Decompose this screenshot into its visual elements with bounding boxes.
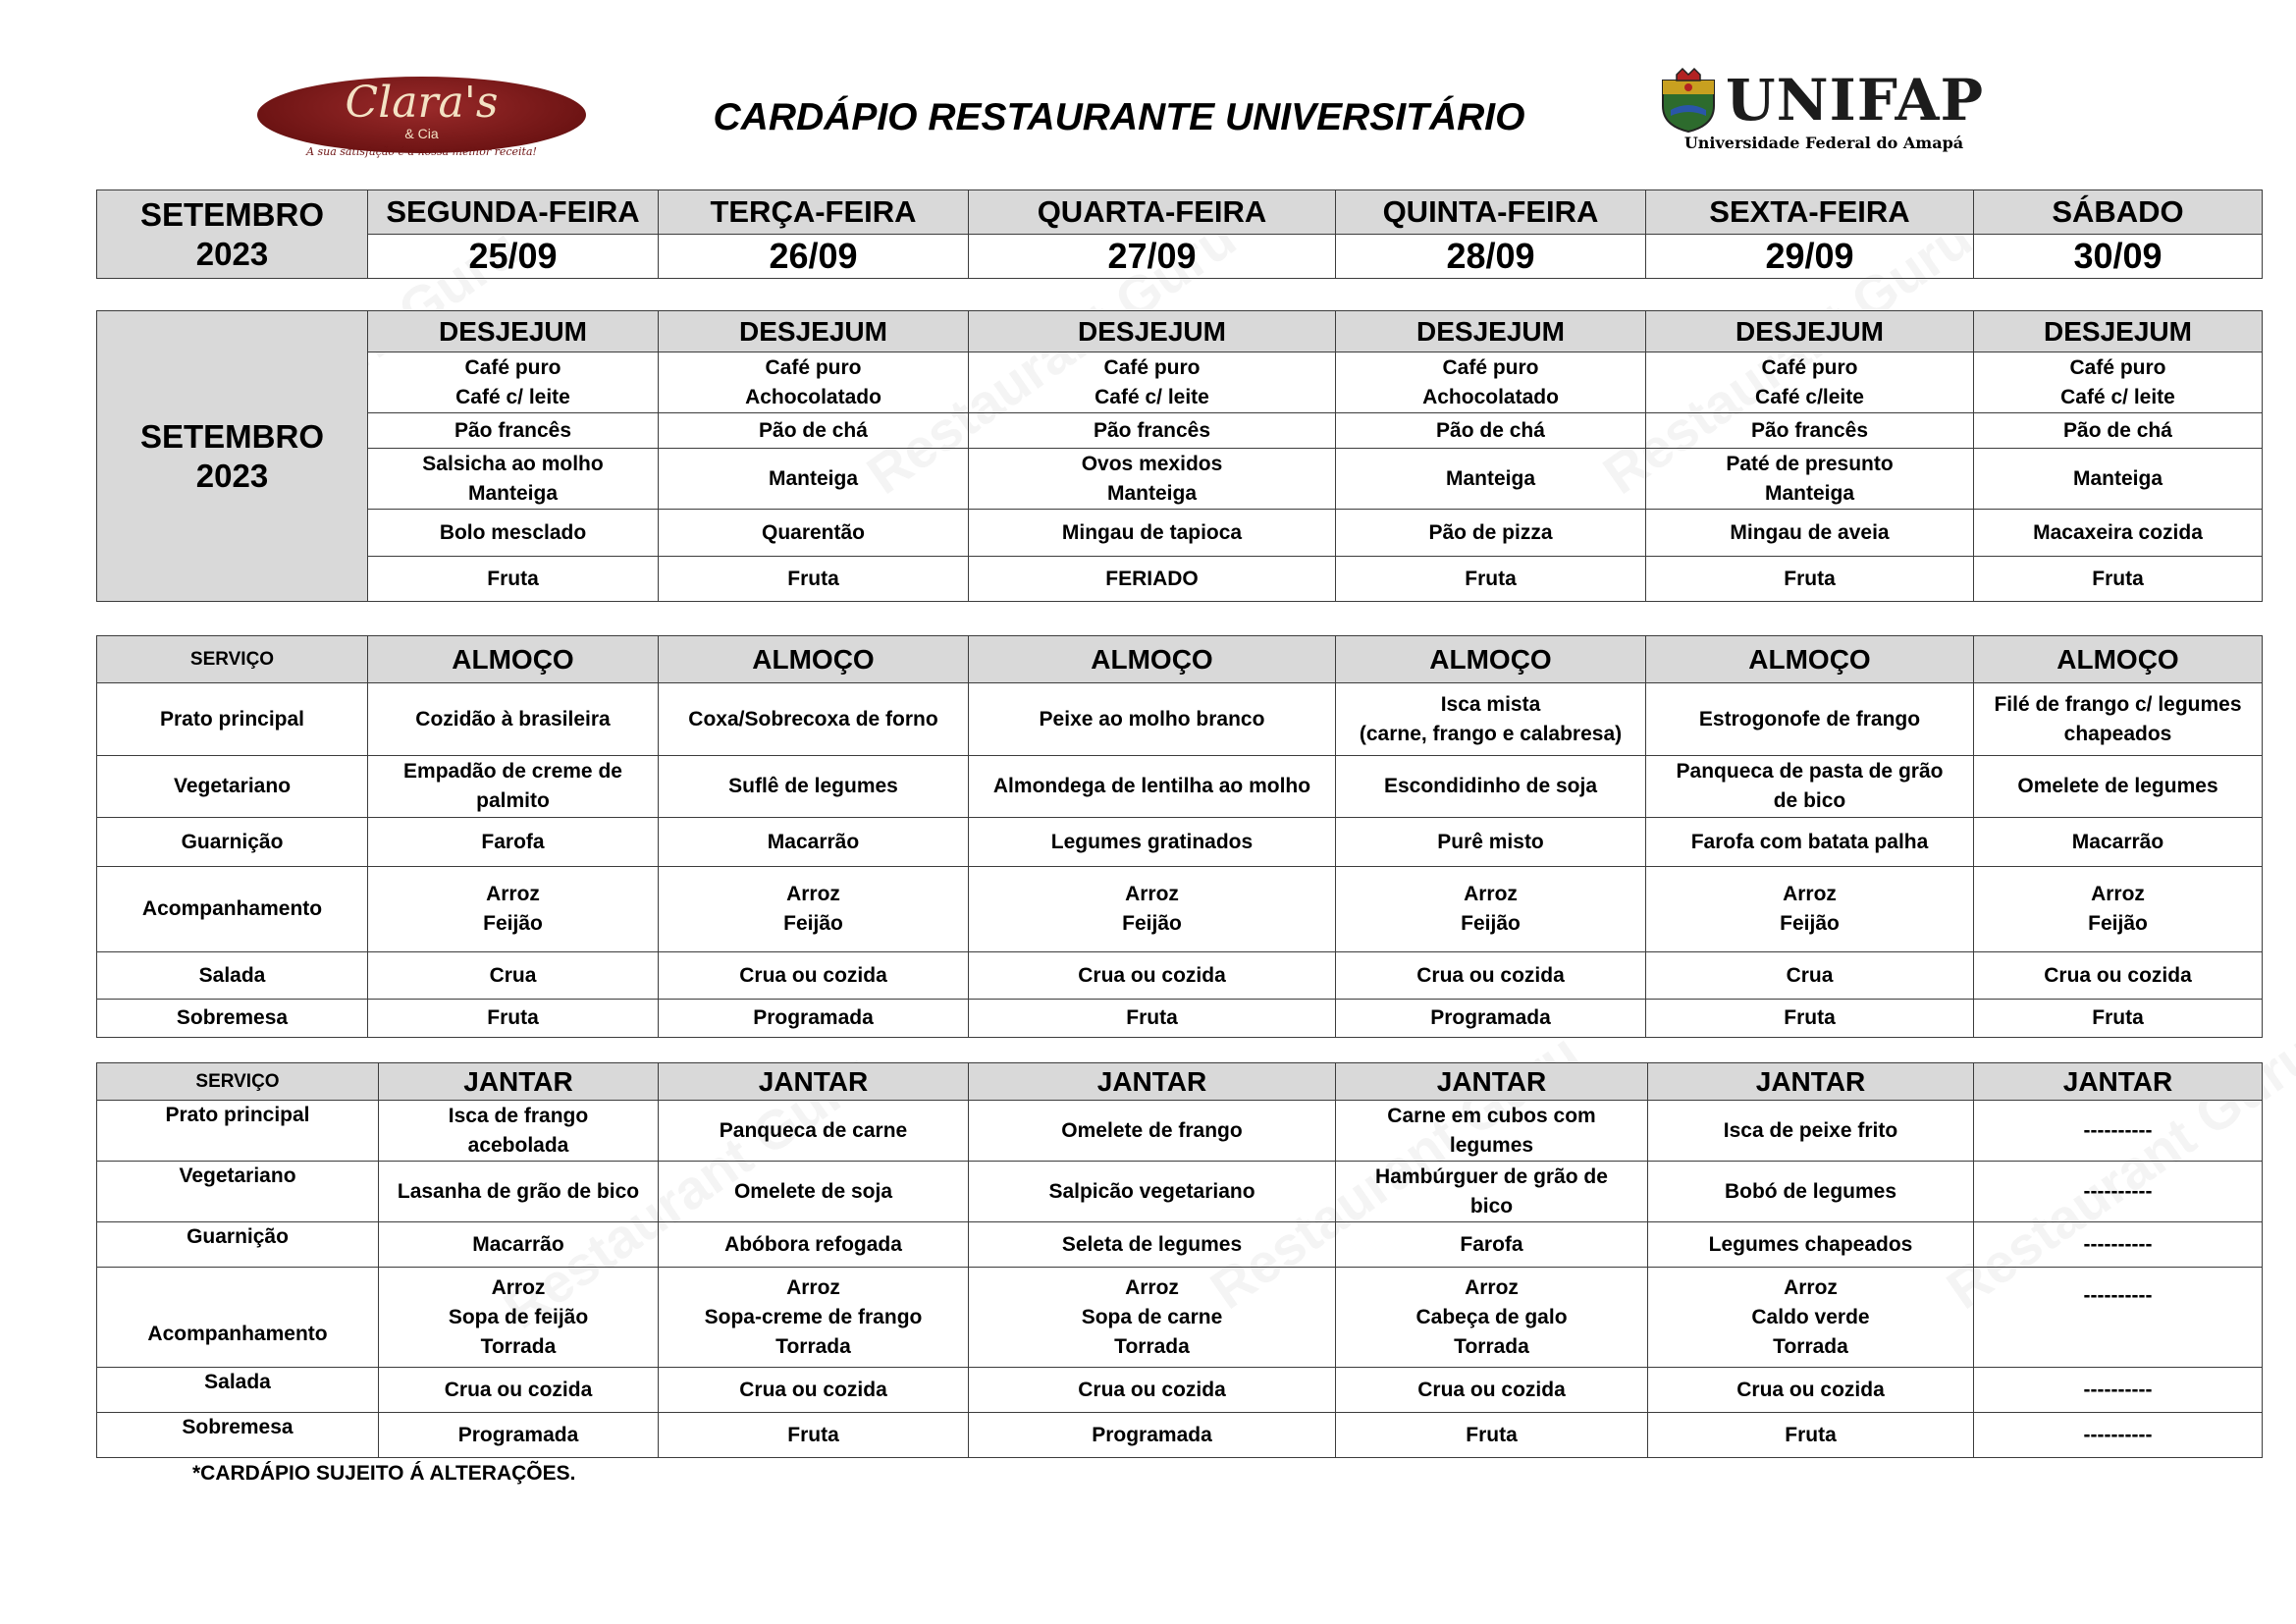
menu-cell: Macaxeira cozida bbox=[1974, 510, 2263, 557]
menu-cell: Empadão de creme de palmito bbox=[368, 756, 659, 818]
menu-cell: Arroz Sopa-creme de frango Torrada bbox=[659, 1268, 969, 1368]
menu-cell: Salpicão vegetariano bbox=[969, 1162, 1336, 1222]
weekday-header: SEGUNDA-FEIRA bbox=[368, 190, 659, 235]
menu-cell: Fruta bbox=[969, 1000, 1336, 1038]
meal-header: JANTAR bbox=[659, 1063, 969, 1101]
meal-header: JANTAR bbox=[1974, 1063, 2263, 1101]
date-cell: 25/09 bbox=[368, 235, 659, 279]
menu-cell: Macarrão bbox=[379, 1222, 659, 1268]
menu-cell: Pão de pizza bbox=[1336, 510, 1646, 557]
menu-cell: Café puro Café c/ leite bbox=[1974, 352, 2263, 413]
menu-cell: Programada bbox=[659, 1000, 969, 1038]
menu-cell: Panqueca de pasta de grão de bico bbox=[1646, 756, 1974, 818]
menu-cell: Fruta bbox=[368, 1000, 659, 1038]
weekday-header: QUARTA-FEIRA bbox=[969, 190, 1336, 235]
meal-header: JANTAR bbox=[379, 1063, 659, 1101]
menu-cell: Programada bbox=[379, 1413, 659, 1458]
menu-cell: Manteiga bbox=[659, 449, 969, 510]
unifap-logo-name: UNIFAP bbox=[1726, 67, 1985, 134]
meal-header: ALMOÇO bbox=[1646, 636, 1974, 683]
menu-cell: Arroz Feijão bbox=[1646, 867, 1974, 952]
menu-cell: ---------- bbox=[1974, 1368, 2263, 1413]
menu-cell: ---------- bbox=[1974, 1413, 2263, 1458]
menu-cell: Macarrão bbox=[659, 818, 969, 867]
menu-cell: Fruta bbox=[659, 1413, 969, 1458]
meal-header: DESJEJUM bbox=[1646, 311, 1974, 352]
breakfast-table bbox=[96, 310, 2263, 602]
row-label: Acompanhamento bbox=[97, 867, 368, 952]
dates-table bbox=[96, 189, 2263, 279]
menu-cell: Legumes gratinados bbox=[969, 818, 1336, 867]
menu-cell: Arroz Feijão bbox=[368, 867, 659, 952]
menu-cell: Peixe ao molho branco bbox=[969, 683, 1336, 756]
meal-header: DESJEJUM bbox=[659, 311, 969, 352]
weekday-header: TERÇA-FEIRA bbox=[659, 190, 969, 235]
menu-cell: Café puro Café c/ leite bbox=[969, 352, 1336, 413]
date-cell: 27/09 bbox=[969, 235, 1336, 279]
date-cell: 30/09 bbox=[1974, 235, 2263, 279]
menu-cell: Crua ou cozida bbox=[969, 1368, 1336, 1413]
menu-cell: Café puro Café c/leite bbox=[1646, 352, 1974, 413]
meal-header: ALMOÇO bbox=[368, 636, 659, 683]
menu-cell: Arroz Feijão bbox=[1974, 867, 2263, 952]
menu-cell: Crua bbox=[1646, 952, 1974, 1000]
menu-cell: Pão francês bbox=[969, 413, 1336, 449]
menu-cell: Abóbora refogada bbox=[659, 1222, 969, 1268]
menu-cell: Isca mista (carne, frango e calabresa) bbox=[1336, 683, 1646, 756]
menu-cell: ---------- bbox=[1974, 1101, 2263, 1162]
menu-cell: Farofa bbox=[1336, 1222, 1648, 1268]
menu-cell: Café puro Achocolatado bbox=[1336, 352, 1646, 413]
meal-header: DESJEJUM bbox=[969, 311, 1336, 352]
menu-cell: Ovos mexidos Manteiga bbox=[969, 449, 1336, 510]
row-label: Salada bbox=[97, 1368, 379, 1413]
menu-cell: Crua bbox=[368, 952, 659, 1000]
page-title: CARDÁPIO RESTAURANTE UNIVERSITÁRIO bbox=[713, 96, 1525, 138]
claras-logo-name: Clara's bbox=[345, 78, 499, 128]
menu-cell: Pão de chá bbox=[659, 413, 969, 449]
row-label: Guarnição bbox=[97, 1222, 379, 1268]
weekday-header: QUINTA-FEIRA bbox=[1336, 190, 1646, 235]
row-label: Prato principal bbox=[97, 683, 368, 756]
menu-cell: ---------- bbox=[1974, 1222, 2263, 1268]
menu-cell: Omelete de frango bbox=[969, 1101, 1336, 1162]
date-cell: 26/09 bbox=[659, 235, 969, 279]
menu-cell: Café puro Achocolatado bbox=[659, 352, 969, 413]
menu-cell: FERIADO bbox=[969, 557, 1336, 602]
menu-cell: Crua ou cozida bbox=[1648, 1368, 1974, 1413]
menu-cell: Legumes chapeados bbox=[1648, 1222, 1974, 1268]
menu-cell: Farofa com batata palha bbox=[1646, 818, 1974, 867]
menu-cell: ---------- bbox=[1974, 1162, 2263, 1222]
menu-cell: Carne em cubos com legumes bbox=[1336, 1101, 1648, 1162]
row-label: Vegetariano bbox=[97, 1162, 379, 1222]
row-label: Sobremesa bbox=[97, 1413, 379, 1458]
unifap-logo-sub: Universidade Federal do Amapá bbox=[1683, 134, 1964, 152]
menu-cell: Coxa/Sobrecoxa de forno bbox=[659, 683, 969, 756]
menu-cell: Purê misto bbox=[1336, 818, 1646, 867]
menu-cell: Fruta bbox=[1646, 557, 1974, 602]
menu-cell: Macarrão bbox=[1974, 818, 2263, 867]
menu-cell: Quarentão bbox=[659, 510, 969, 557]
menu-cell: Crua ou cozida bbox=[379, 1368, 659, 1413]
menu-cell: Omelete de soja bbox=[659, 1162, 969, 1222]
menu-cell: Bolo mesclado bbox=[368, 510, 659, 557]
menu-cell: Hambúrguer de grão de bico bbox=[1336, 1162, 1648, 1222]
meal-header: JANTAR bbox=[1648, 1063, 1974, 1101]
menu-cell: Fruta bbox=[1336, 557, 1646, 602]
menu-cell: Farofa bbox=[368, 818, 659, 867]
menu-cell: Fruta bbox=[1974, 557, 2263, 602]
meal-header: ALMOÇO bbox=[1974, 636, 2263, 683]
row-label: Sobremesa bbox=[97, 1000, 368, 1038]
breakfast-month-label: SETEMBRO 2023 bbox=[97, 311, 368, 602]
menu-cell: Pão de chá bbox=[1974, 413, 2263, 449]
weekday-header: SEXTA-FEIRA bbox=[1646, 190, 1974, 235]
menu-cell: Pão francês bbox=[1646, 413, 1974, 449]
menu-cell: Arroz Feijão bbox=[1336, 867, 1646, 952]
row-label: Guarnição bbox=[97, 818, 368, 867]
menu-cell: Omelete de legumes bbox=[1974, 756, 2263, 818]
lunch-table bbox=[96, 635, 2263, 1038]
menu-cell: Arroz Sopa de carne Torrada bbox=[969, 1268, 1336, 1368]
menu-cell: Crua ou cozida bbox=[1336, 1368, 1648, 1413]
menu-cell: Suflê de legumes bbox=[659, 756, 969, 818]
menu-cell: Paté de presunto Manteiga bbox=[1646, 449, 1974, 510]
menu-cell: ---------- bbox=[1974, 1268, 2263, 1368]
menu-cell: Pão de chá bbox=[1336, 413, 1646, 449]
menu-cell: Panqueca de carne bbox=[659, 1101, 969, 1162]
menu-cell: Programada bbox=[1336, 1000, 1646, 1038]
menu-cell: Crua ou cozida bbox=[1336, 952, 1646, 1000]
menu-cell: Mingau de tapioca bbox=[969, 510, 1336, 557]
row-label: Salada bbox=[97, 952, 368, 1000]
weekday-header: SÁBADO bbox=[1974, 190, 2263, 235]
menu-cell: Programada bbox=[969, 1413, 1336, 1458]
unifap-logo bbox=[1657, 61, 1991, 159]
menu-cell: Crua ou cozida bbox=[969, 952, 1336, 1000]
menu-cell: Cozidão à brasileira bbox=[368, 683, 659, 756]
meal-header: JANTAR bbox=[1336, 1063, 1648, 1101]
menu-cell: Almondega de lentilha ao molho bbox=[969, 756, 1336, 818]
menu-cell: Fruta bbox=[1974, 1000, 2263, 1038]
date-cell: 28/09 bbox=[1336, 235, 1646, 279]
menu-cell: Mingau de aveia bbox=[1646, 510, 1974, 557]
meal-header: ALMOÇO bbox=[969, 636, 1336, 683]
claras-logo-tagline: A sua satisfação é a nossa melhor receita! bbox=[306, 145, 537, 158]
menu-cell: Fruta bbox=[659, 557, 969, 602]
menu-cell: Fruta bbox=[368, 557, 659, 602]
menu-cell: Arroz Feijão bbox=[969, 867, 1336, 952]
menu-cell: Crua ou cozida bbox=[1974, 952, 2263, 1000]
menu-cell: Isca de peixe frito bbox=[1648, 1101, 1974, 1162]
meal-header: ALMOÇO bbox=[659, 636, 969, 683]
menu-cell: Escondidinho de soja bbox=[1336, 756, 1646, 818]
menu-cell: Salsicha ao molho Manteiga bbox=[368, 449, 659, 510]
meal-header: ALMOÇO bbox=[1336, 636, 1646, 683]
menu-cell: Arroz Cabeça de galo Torrada bbox=[1336, 1268, 1648, 1368]
menu-cell: Pão francês bbox=[368, 413, 659, 449]
menu-cell: Seleta de legumes bbox=[969, 1222, 1336, 1268]
menu-cell: Bobó de legumes bbox=[1648, 1162, 1974, 1222]
menu-cell: Crua ou cozida bbox=[659, 952, 969, 1000]
meal-header: DESJEJUM bbox=[1974, 311, 2263, 352]
service-label: SERVIÇO bbox=[97, 1063, 379, 1101]
menu-cell: Arroz Sopa de feijão Torrada bbox=[379, 1268, 659, 1368]
month-label: SETEMBRO 2023 bbox=[97, 190, 368, 279]
footer-note: *CARDÁPIO SUJEITO Á ALTERAÇÕES. bbox=[192, 1462, 576, 1485]
menu-cell: Lasanha de grão de bico bbox=[379, 1162, 659, 1222]
row-label: Acompanhamento bbox=[97, 1268, 379, 1368]
menu-cell: Arroz Caldo verde Torrada bbox=[1648, 1268, 1974, 1368]
claras-logo-sub: & Cia bbox=[404, 126, 439, 141]
menu-cell: Estrogonofe de frango bbox=[1646, 683, 1974, 756]
dinner-table bbox=[96, 1062, 2263, 1458]
meal-header: DESJEJUM bbox=[368, 311, 659, 352]
meal-header: JANTAR bbox=[969, 1063, 1336, 1101]
menu-cell: Isca de frango acebolada bbox=[379, 1101, 659, 1162]
service-label: SERVIÇO bbox=[97, 636, 368, 683]
menu-cell: Crua ou cozida bbox=[659, 1368, 969, 1413]
menu-cell: Manteiga bbox=[1974, 449, 2263, 510]
menu-cell: Fruta bbox=[1648, 1413, 1974, 1458]
claras-logo bbox=[257, 77, 586, 160]
menu-cell: Café puro Café c/ leite bbox=[368, 352, 659, 413]
menu-cell: Manteiga bbox=[1336, 449, 1646, 510]
menu-cell: Arroz Feijão bbox=[659, 867, 969, 952]
row-label: Prato principal bbox=[97, 1101, 379, 1162]
menu-cell: Fruta bbox=[1336, 1413, 1648, 1458]
row-label: Vegetariano bbox=[97, 756, 368, 818]
menu-cell: Filé de frango c/ legumes chapeados bbox=[1974, 683, 2263, 756]
meal-header: DESJEJUM bbox=[1336, 311, 1646, 352]
menu-cell: Fruta bbox=[1646, 1000, 1974, 1038]
date-cell: 29/09 bbox=[1646, 235, 1974, 279]
unifap-crest-icon bbox=[1657, 67, 1720, 134]
